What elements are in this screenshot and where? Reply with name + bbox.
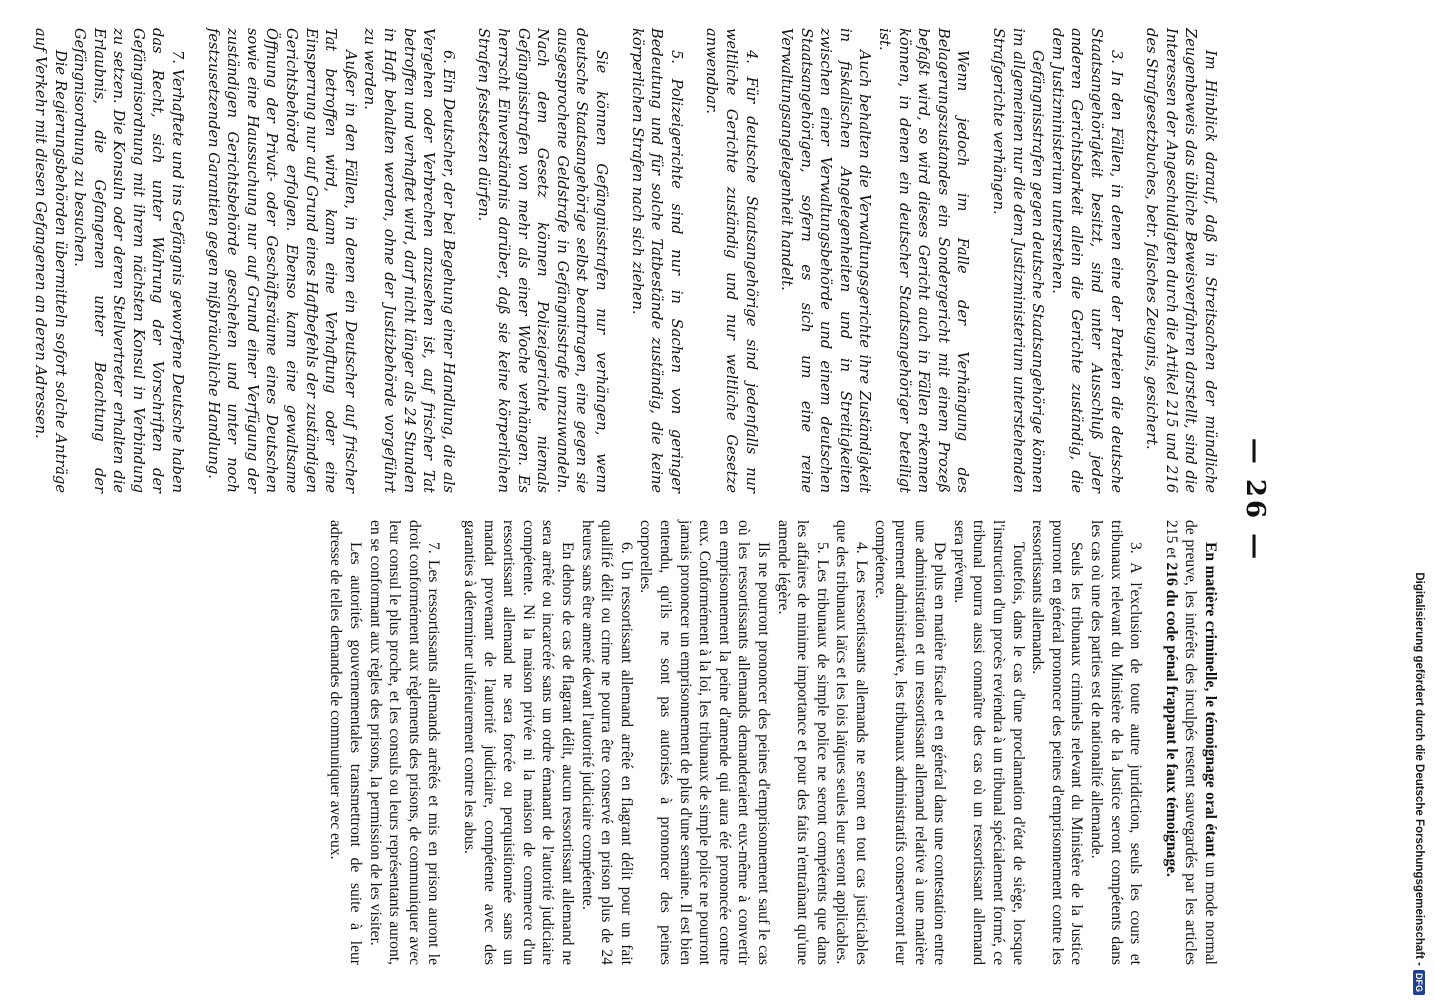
french-paragraph-1: Seuls les tribunaux criminels relevant du Ministère de la Justice pourront en général prononcer des peines d'emprisonnement contre les ressortissants allemands. [1029, 520, 1086, 965]
french-lead-tail: 216 du code pénal frappant le faux témoignage. [1162, 562, 1180, 877]
german-paragraph-10: 7. Verhaftete und ins Gefängnis geworfene Deutsche haben das Recht, sich unter Wahrung der Vorschriften der Gefängnisordnung mit ihrem nächsten Konsul in Verbindung zu setzen. Die Konsuln oder deren Stellvertreter erhalten die Erlaubnis, die Gefangenen unter Beachtung der Gefängnisordnung zu besuchen. [71, 28, 187, 493]
german-column [30, 28, 1220, 493]
digitization-credit-text: Digitalisierung gefördert durch die Deutsche Forschungsgemeinschaft - [1412, 572, 1425, 966]
french-lead-rest: un mode normal de preuve, les intérêts des inculpés restent sauvegardés par les articles 215 et [1162, 520, 1219, 965]
french-paragraph-6: Ils ne pourront prononcer des peines d'emprisonnement sauf le cas où les ressortissants allemands demanderaient eux-même à convertir en emprisonnement la peine d'amende qui aura été prononcée contre eux. Conformément à la loi, les tribunaux de simple police ne pourront jamais prononcer un emprisonnement de plus d'une semaine. Il est bien entendu, qu'ils ne sont pas autorisés à prononcer des peines corporelles. [637, 520, 772, 965]
french-lead-bold: En matière criminelle, le témoignage oral étant [1202, 542, 1219, 858]
french-lead-paragraph [1161, 520, 1220, 965]
german-paragraph-4: Auch behalten die Verwaltungsgerichte ihre Zuständigkeit in fiskalischen Angelegenheiten und in Streitigkeiten zwischen einer Verwaltungsbehörde und einem deutschen Staatsangehörigen, sofern es sich um eine reine Verwaltungsangelegenheit handelt. [778, 28, 874, 493]
french-paragraph-10: Les autorités gouvernementales transmettront de suite à leur adresse de telles demandes de communiquer avec eux. [327, 520, 365, 965]
german-paragraph-8: 6. Ein Deutscher, der bei Begehung einer Handlung, die als Vergehen oder Verbrechen anzusehen ist, auf frischer Tat betroffen und verhaftet wird, darf nicht länger als 24 Stunden in Haft behalten werden, ohne der Justizbehörde vorgeführt zu werden. [361, 28, 457, 493]
digitization-footer [1404, 0, 1434, 1000]
german-paragraph-5: 4. Für deutsche Staatsangehörige sind jedenfalls nur weltliche Gerichte zuständig und nur weltliche Gesetze anwendbar. [703, 28, 760, 493]
german-paragraph-3: Wenn jedoch im Falle der Verhängung des Belagerungszustandes ein Sondergericht mit einem Prozeß befaßt wird, so wird dieses Gericht auch in Fällen erkennen können, in denen ein deutscher Staatsangehöriger beteiligt ist. [876, 28, 972, 493]
french-column [326, 520, 1220, 965]
german-paragraph-7: Sie können Gefängnisstrafen nur verhängen, wenn deutsche Staatsangehörige selbst beantragen, eine gegen sie ausgesprochene Geldstrafe in Gefängnisstrafe umzuwandeln. Nach dem Gesetz können Polizeigerichte niemals Gefängnisstrafen von mehr als einer Woche verhängen. Es herrscht Einverständnis darüber, daß sie keine körperlichen Strafen festsetzen dürfen. [475, 28, 610, 493]
german-paragraph-1: 3. In den Fällen, in denen eine der Parteien die deutsche Staatsangehörigkeit besitzt, sind unter Ausschluß jeder anderen Gerichtsbarkeit allein die Gerichte zuständig, die dem Justizministerium unterstehen. [1048, 28, 1125, 493]
digitization-credit [1413, 5, 1425, 995]
german-paragraph-0: Im Hinblick darauf, daß in Streitsachen der mündliche Zeugenbeweis das übliche Beweisverfahren darstellt, sind die Interessen der Angeschuldigten durch die Artikel 215 und 216 des Strafgesetzbuches, betr. falsches Zeugnis, gesichert. [1143, 28, 1219, 493]
french-paragraph-7: 6. Un ressortissant allemand arrêté en flagrant délit pour un fait qualifié délit ou crime ne pourra être conservé en prison plus de 24 heures sans être amené devant l'autorité judiciaire compétente. [578, 520, 635, 965]
german-paragraph-6: 5. Polizeigerichte sind nur in Sachen von geringer Bedeutung und für solche Tatbestände zuständig, die keine körperlichen Strafen nach sich ziehen. [628, 28, 685, 493]
french-paragraph-4: 4. Les ressortissants allemands ne seront en tout cas justiciables que des tribunaux laïcs et les lois laïques seules leur seront applicables. [833, 520, 870, 965]
french-paragraph-0: 3. A l'exclusion de toute autre juridiction, seuls les cours et tribunaux relevant du Ministère de la Justice seront compétents dans les cas où une des parties est de nationalité allemande. [1088, 520, 1145, 965]
french-paragraph-9: 7. Les ressortissants allemands arrêtés et mis en prison auront le droit conformément aux règlements des prisons, de communiquer avec leur consul le plus proche, et les consuls ou leurs représentants auront, en se conformant aux règles des prisons, la permission de les visiter. [366, 520, 443, 965]
german-paragraph-11: Die Regierungsbehörden übermitteln sofort solche Anträge auf Verkehr mit diesen Gefangenen an deren Adressen. [31, 28, 69, 493]
page-header [1240, 0, 1300, 1000]
french-paragraph-8: En dehors de cas de flagrant délit, aucun ressortissant allemand ne sera arrêté ou incarcéré sans un ordre émanant de l'autorité judiciaire compétente. Ni la maison privée ni la maison de commerce d'un ressortissant allemand ne sera forcée ou perquisitionnée sans un mandat provenant de l'autorité judiciaire, compétente avec des garanties à déterminer ultérieurement contre les abus. [461, 520, 576, 965]
german-paragraph-9: Außer in den Fällen, in denen ein Deutscher auf frischer Tat betroffen wird, kann eine Verhaftung oder eine Einsperrung nur auf Grund eines Haftbefehls der zuständigen Gerichtsbehörde erfolgen. Ebenso kann eine gewaltsame Öffnung der Privat- oder Geschäftsräume eines Deutschen sowie eine Haussuchung nur auf Grund einer Verfügung der zuständigen Gerichtsbehörde geschehen und unter noch festzusetzenden Garantien gegen mißbräuchliche Handlung. [204, 28, 359, 493]
french-paragraph-3: De plus en matière fiscale et en général dans une contestation entre une administration et un ressortissant allemand relative à une matière purement administrative, les tribunaux administratifs conserveront leur compétence. [872, 520, 949, 965]
french-paragraph-2: Toutefois, dans le cas d'une proclamation d'état de siège, lorsque l'instruction d'un procès reviendra à un tribunal spécialement formé, ce tribunal pourra aussi connaître des cas où un ressortissant allemand sera prévenu. [950, 520, 1027, 965]
german-paragraph-2: Gefängnisstrafen gegen deutsche Staatsangehörige können im allgemeinen nur die dem Justizministerium unterstehenden Strafgerichte verhängen. [990, 28, 1047, 493]
french-paragraph-5: 5. Les tribunaux de simple police ne seront compétents que dans les affaires de minime importance et pour des faits n'entraînant qu'une amende légère. [774, 520, 831, 965]
dfg-logo-icon: DFG [1413, 970, 1425, 995]
page-number: — 26 — [1240, 437, 1270, 563]
